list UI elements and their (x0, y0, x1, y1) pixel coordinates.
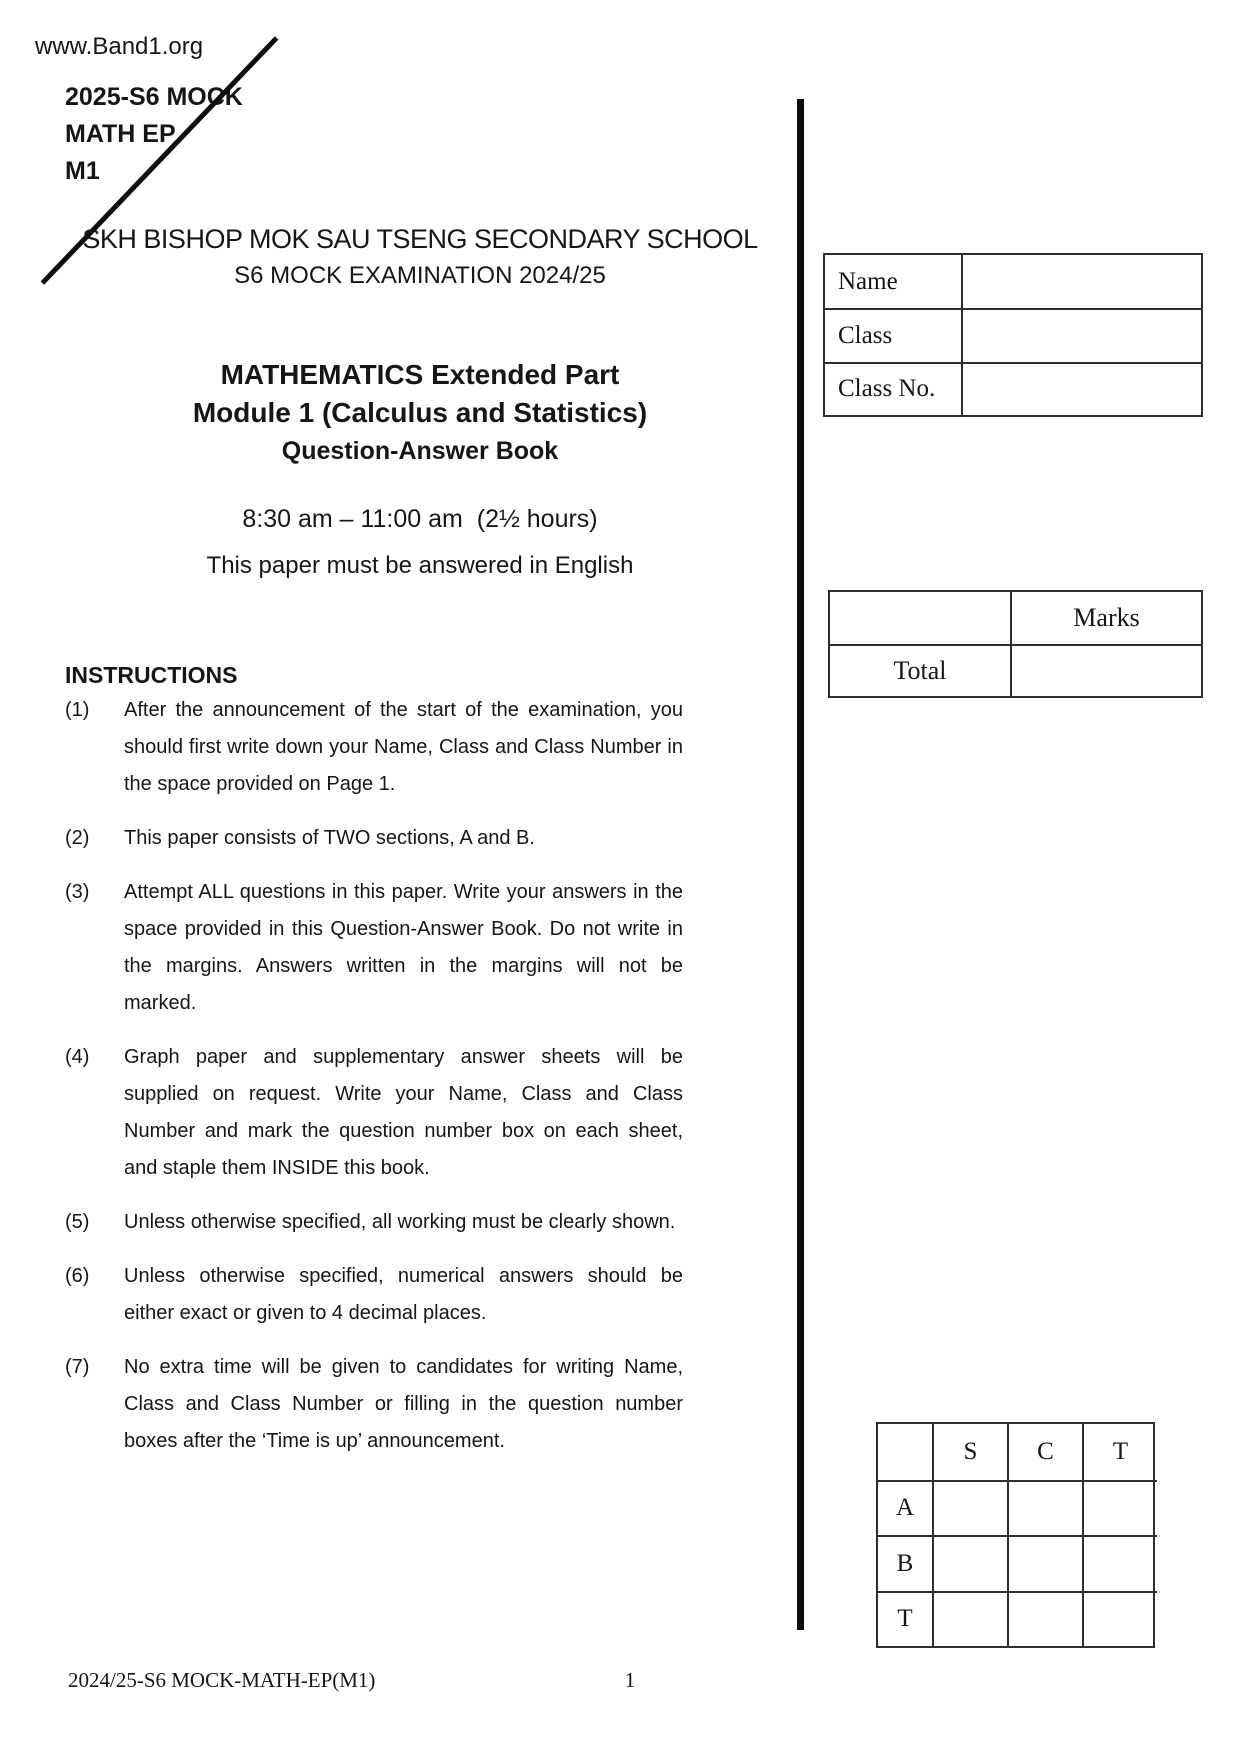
name-label: Name (838, 267, 898, 295)
instruction-text: This paper consists of TWO sections, A and B. (124, 827, 535, 849)
instruction-text: No extra time will be given to candidates for writing Name, Class and Class Number or filling in the question number boxes after the ‘Time is up’ announcement. (124, 1356, 683, 1452)
instruction-item (65, 874, 683, 1022)
col-header-c: C (1007, 1424, 1082, 1480)
grid-cell-t-t[interactable] (1082, 1591, 1157, 1647)
instructions-list (65, 692, 683, 1477)
paper-code-line-module: M1 (65, 157, 100, 185)
instruction-item (65, 1349, 683, 1460)
grid-cell-b-c[interactable] (1007, 1535, 1082, 1591)
instruction-text: Unless otherwise specified, all working must be clearly shown. (124, 1211, 676, 1233)
school-name: SKH BISHOP MOK SAU TSENG SECONDARY SCHOOL (82, 224, 758, 254)
instruction-text: Attempt ALL questions in this paper. Write your answers in the space provided in this Question-Answer Book. Do not write in the margins. Answers written in the margins will not be marked. (124, 881, 683, 1014)
instruction-number: (7) (65, 1356, 90, 1378)
col-header-t: T (1082, 1424, 1157, 1480)
class-no-label: Class No. (825, 362, 961, 415)
paper-code-line-subject: MATH EP (65, 120, 176, 148)
exam-time: 8:30 am – 11:00 am (2½ hours) (242, 505, 598, 533)
instruction-number: (6) (65, 1265, 90, 1287)
instruction-item (65, 1204, 683, 1241)
watermark-url: www.Band1.org (35, 33, 204, 60)
grid-cell-b-s[interactable] (932, 1535, 1007, 1591)
grid-cell-t-s[interactable] (932, 1591, 1007, 1647)
instruction-item (65, 1258, 683, 1332)
subject-title: MATHEMATICS Extended Part (220, 359, 620, 390)
marks-header: Marks (1010, 592, 1201, 644)
instructions-heading: INSTRUCTIONS (65, 662, 238, 688)
row-header-b: B (878, 1535, 932, 1591)
paper-code-line-year: 2025-S6 MOCK (65, 83, 243, 111)
instruction-number: (1) (65, 699, 90, 721)
marks-table (828, 590, 1203, 698)
total-label: Total (830, 644, 1010, 696)
name-input-cell[interactable] (961, 255, 1201, 308)
language-note: This paper must be answered in English (206, 552, 634, 579)
book-type-title: Question-Answer Book (281, 437, 559, 465)
candidate-info-table (823, 253, 1203, 417)
marker-grid-table (876, 1422, 1155, 1648)
grid-cell-b-t[interactable] (1082, 1535, 1157, 1591)
margin-divider-bar (797, 99, 804, 1630)
instruction-text: Graph paper and supplementary answer sheets will be supplied on request. Write your Name, Class and Class Number and mark the question number box on each sheet, and staple them INSIDE this book. (124, 1046, 683, 1179)
instruction-item (65, 820, 683, 857)
col-header-s: S (932, 1424, 1007, 1480)
instruction-number: (5) (65, 1211, 90, 1233)
instruction-number: (3) (65, 881, 90, 903)
instruction-number: (4) (65, 1046, 90, 1068)
marks-corner-cell (830, 592, 1010, 644)
grid-cell-a-t[interactable] (1082, 1480, 1157, 1536)
footer-paper-code: 2024/25-S6 MOCK-MATH-EP(M1) (68, 1668, 376, 1692)
grid-cell-a-s[interactable] (932, 1480, 1007, 1536)
class-label: Class (825, 308, 961, 361)
grid-corner-cell (878, 1424, 932, 1480)
row-header-t: T (878, 1591, 932, 1647)
total-marks-cell[interactable] (1010, 644, 1201, 696)
page-number: 1 (624, 1668, 636, 1692)
instruction-number: (2) (65, 827, 90, 849)
instruction-item (65, 1039, 683, 1187)
grid-cell-t-c[interactable] (1007, 1591, 1082, 1647)
instruction-item (65, 692, 683, 803)
exam-session-title: S6 MOCK EXAMINATION 2024/25 (234, 262, 606, 289)
class-no-input-cell[interactable] (961, 362, 1201, 415)
row-header-a: A (878, 1480, 932, 1536)
instruction-text: After the announcement of the start of the examination, you should first write down your Name, Class and Class Number in the space provided on Page 1. (124, 699, 683, 795)
instruction-text: Unless otherwise specified, numerical answers should be either exact or given to 4 decimal places. (124, 1265, 683, 1324)
paper-title-block (0, 356, 840, 470)
grid-cell-a-c[interactable] (1007, 1480, 1082, 1536)
module-title: Module 1 (Calculus and Statistics) (192, 397, 648, 428)
class-input-cell[interactable] (961, 308, 1201, 361)
